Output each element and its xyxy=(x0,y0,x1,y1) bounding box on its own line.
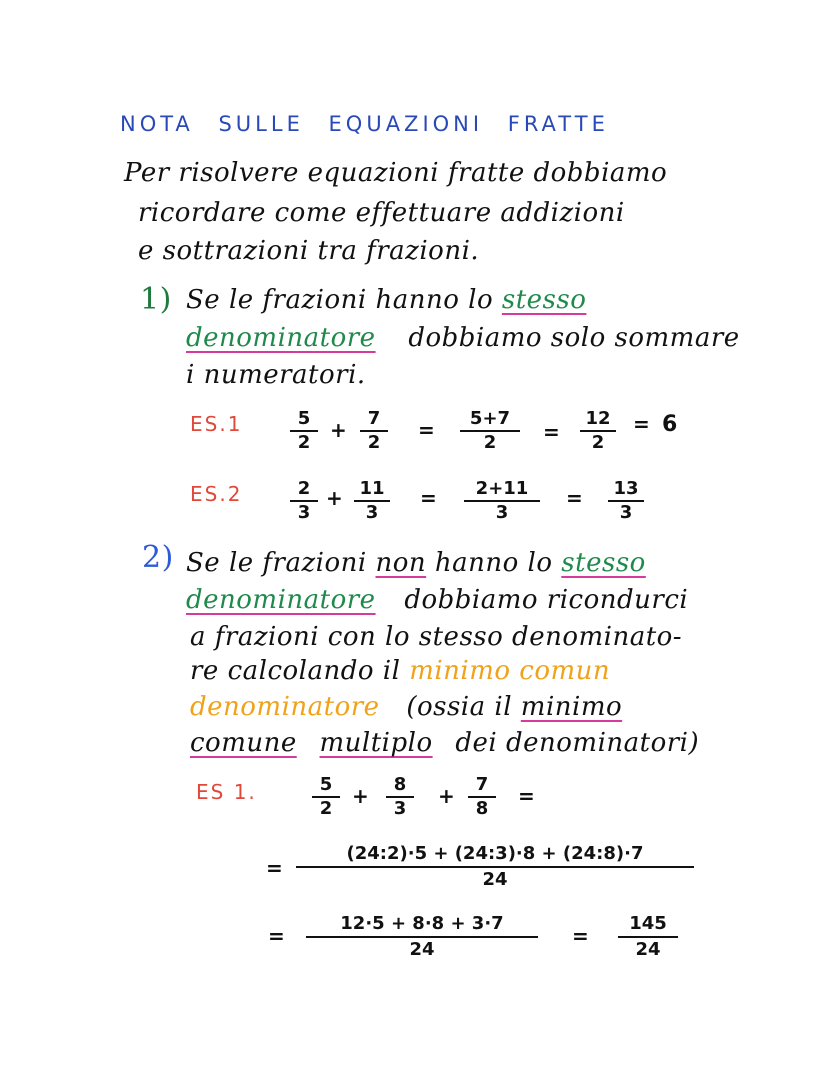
result-value: 6 xyxy=(662,412,678,437)
fraction-13-3: $\frac{13}{3}$ xyxy=(608,478,644,524)
point-1-number: 1) xyxy=(140,282,172,317)
multiplo-underline: multiplo xyxy=(319,728,433,758)
point-2-line-2: denominatore dobbiamo ricondurci xyxy=(186,585,689,615)
non-highlight: non xyxy=(375,548,427,578)
fraction-5-2: $\frac{5}{2}$ xyxy=(290,408,318,454)
point-2-line-4: re calcolando il minimo comun xyxy=(190,656,611,686)
intro-line-3: e sottrazioni tra frazioni. xyxy=(138,236,480,266)
fraction-7-8: $\frac{7}{8}$ xyxy=(468,774,496,820)
point-2-line-6: comune multiplo dei denominatori) xyxy=(190,728,700,758)
fraction-8-3: $\frac{8}{3}$ xyxy=(386,774,414,820)
equals-sign: = xyxy=(543,420,560,444)
fraction-12-2: $\frac{12}{2}$ xyxy=(580,408,616,454)
equals-sign: = xyxy=(572,924,589,948)
page-title: NOTA SULLE EQUAZIONI FRATTE xyxy=(120,112,609,136)
intro-line-2: ricordare come effettuare addizioni xyxy=(138,198,625,228)
example-3-label: ES 1. xyxy=(196,780,257,804)
example-2-label: ES.2 xyxy=(190,482,243,506)
fraction-2-3: $\frac{2}{3}$ xyxy=(290,478,318,524)
final-fraction: 145 24 xyxy=(618,912,678,962)
point-1-line-3: i numeratori. xyxy=(186,360,366,390)
minimo-comun-highlight: minimo comun xyxy=(409,656,611,686)
denominatore-highlight: denominatore xyxy=(186,585,376,615)
point-2-number: 2) xyxy=(142,540,174,575)
products-fraction: 12·5 + 8·8 + 3·7 24 xyxy=(306,912,538,962)
denominatore-orange: denominatore xyxy=(190,692,380,722)
fraction-11-3: $\frac{11}{3}$ xyxy=(354,478,390,524)
equals-sign: = xyxy=(420,486,437,510)
fraction-sum: $\frac{2+11}{3}$ xyxy=(464,478,540,524)
example-1-label: ES.1 xyxy=(190,412,243,436)
stesso-highlight: stesso xyxy=(501,285,587,315)
point-1-line-1: Se le frazioni hanno lo stesso xyxy=(186,285,587,315)
point-2-line-3: a frazioni con lo stesso denominato- xyxy=(190,622,683,652)
fraction-sum: $\frac{5+7}{2}$ xyxy=(460,408,520,454)
equals-sign: = xyxy=(418,418,435,442)
equals-sign: = xyxy=(268,924,285,948)
point-2-line-5: denominatore (ossia il minimo xyxy=(190,692,623,722)
point-1-line-2: denominatore dobbiamo solo sommare xyxy=(186,323,740,353)
fraction-7-2: $\frac{7}{2}$ xyxy=(360,408,388,454)
plus-sign: + xyxy=(352,784,369,808)
equals-sign: = xyxy=(566,486,583,510)
equals-sign: = xyxy=(633,412,650,436)
plus-sign: + xyxy=(438,784,455,808)
denominatore-highlight: denominatore xyxy=(186,323,376,353)
comune-underline: comune xyxy=(190,728,297,758)
plus-sign: + xyxy=(326,486,343,510)
stesso-highlight: stesso xyxy=(561,548,646,578)
lcm-expansion-fraction: (24:2)·5 + (24:3)·8 + (24:8)·7 24 xyxy=(296,842,694,892)
point-2-line-1: Se le frazioni non hanno lo stesso xyxy=(186,548,646,578)
fraction-5-2: $\frac{5}{2}$ xyxy=(312,774,340,820)
minimo-underline: minimo xyxy=(520,692,623,722)
intro-line-1: Per risolvere equazioni fratte dobbiamo xyxy=(124,158,668,188)
equals-sign: = xyxy=(518,784,535,808)
plus-sign: + xyxy=(330,418,347,442)
equals-sign: = xyxy=(266,856,283,880)
